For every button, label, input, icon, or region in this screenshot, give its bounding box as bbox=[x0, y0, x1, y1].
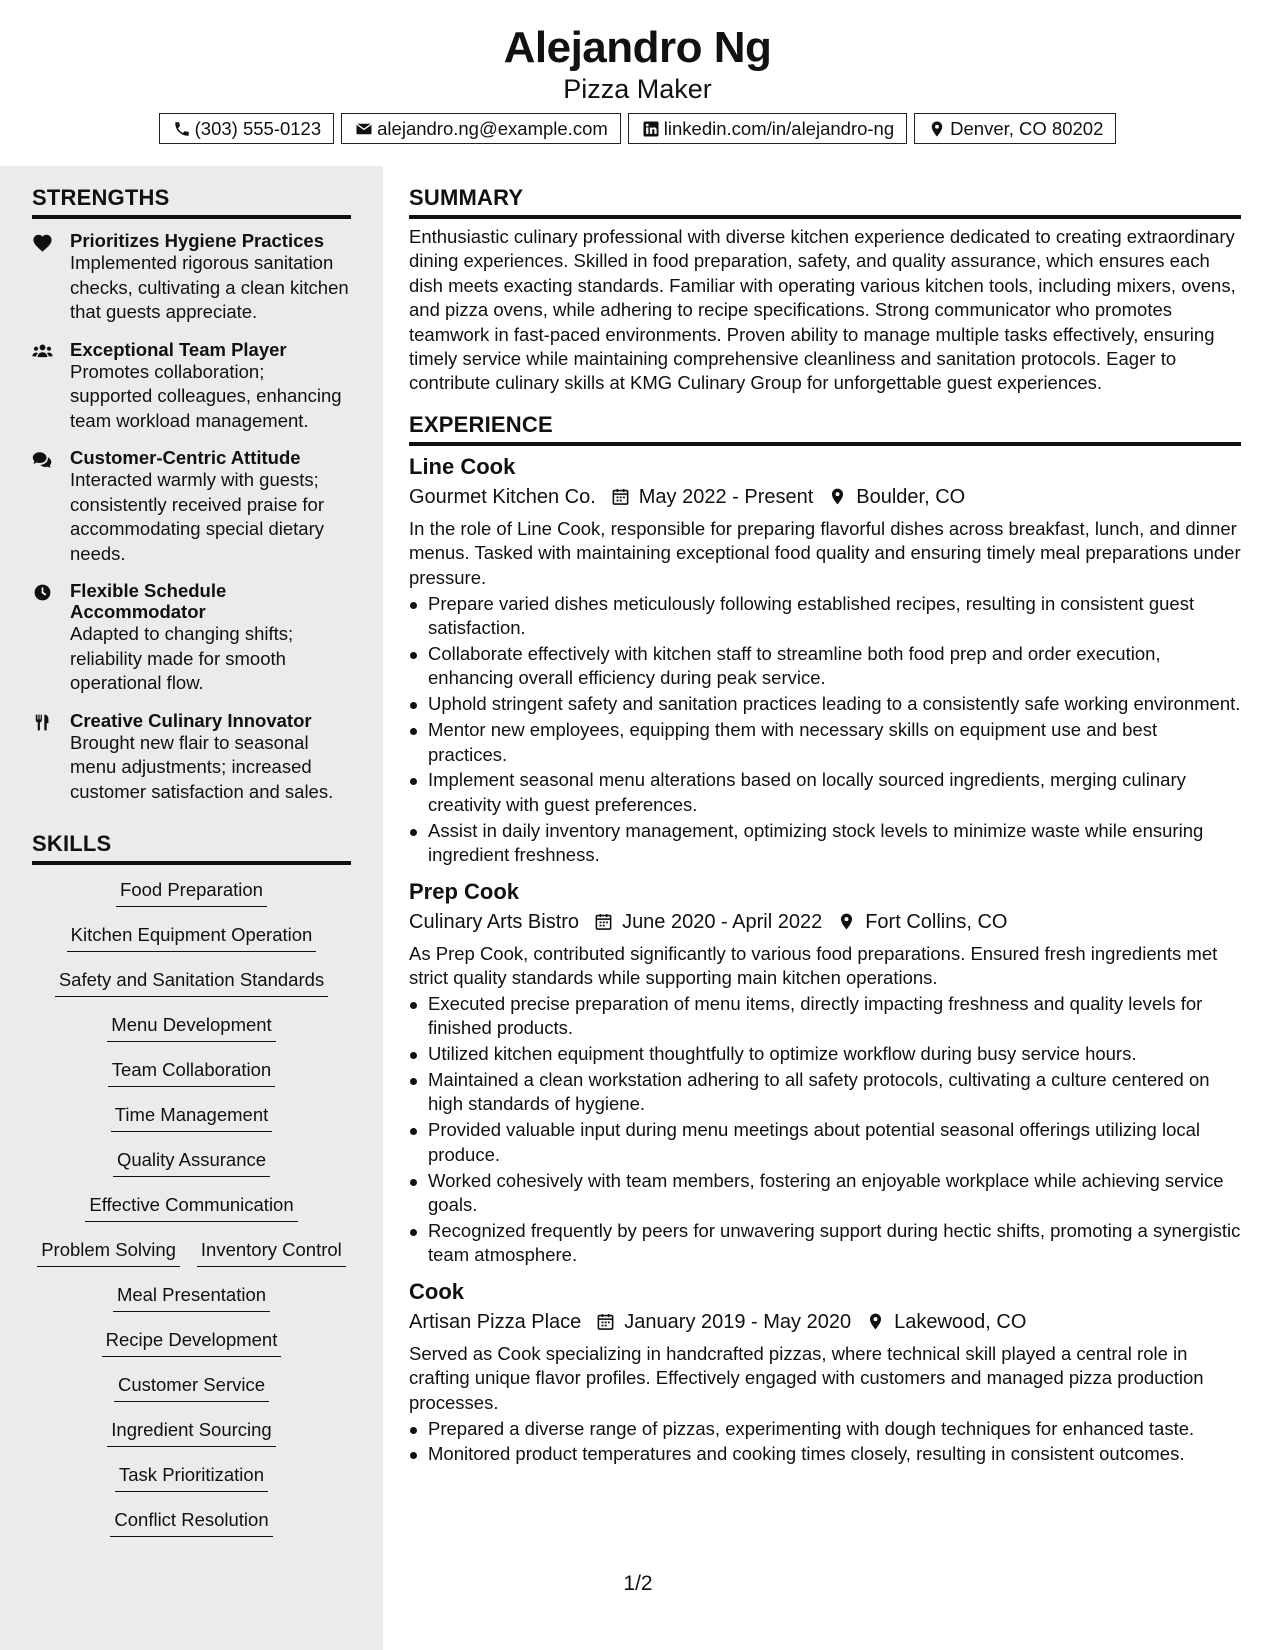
comments-icon bbox=[32, 450, 53, 469]
bullet-item: Collaborate effectively with kitchen staff to streamline both food prep and order execution, enhancing overall efficiency during peak service. bbox=[409, 642, 1241, 691]
job-title: Prep Cook bbox=[409, 878, 520, 904]
location-pin-icon bbox=[866, 1312, 885, 1331]
strength-title: Prioritizes Hygiene Practices bbox=[70, 230, 324, 251]
job-company: Artisan Pizza Place bbox=[409, 1310, 582, 1333]
bullet-item: Utilized kitchen equipment thoughtfully to optimize workflow during busy service hours. bbox=[409, 1042, 1241, 1066]
bullet-item: Implement seasonal menu alterations based on locally sourced ingredients, merging culinary creativity with guest preferences. bbox=[409, 768, 1241, 817]
job-description: As Prep Cook, contributed significantly to various food preparations. Ensured fresh ingredients met strict quality standards while supporting main kitchen operations. bbox=[409, 942, 1218, 988]
bullet-item: Provided valuable input during menu meetings about potential seasonal offerings utilizing local produce. bbox=[409, 1118, 1241, 1167]
bullet-item: Maintained a clean workstation adhering to all safety protocols, cultivating a culture centered on high standards of hygiene. bbox=[409, 1068, 1241, 1117]
page-number: 1/2 bbox=[623, 1572, 653, 1595]
calendar-icon bbox=[596, 1312, 615, 1331]
job-meta bbox=[409, 907, 1241, 937]
clock-icon bbox=[32, 583, 53, 602]
skills-list bbox=[32, 878, 351, 1553]
bullet-item: Uphold stringent safety and sanitation practices leading to a consistently safe working environment. bbox=[409, 692, 1241, 716]
skill-tag: Menu Development bbox=[107, 1013, 275, 1042]
location-pin-icon bbox=[837, 912, 856, 931]
contact-location[interactable] bbox=[914, 113, 1116, 144]
job-bullets bbox=[409, 1417, 1241, 1467]
bullet-item: Mentor new employees, equipping them with necessary skills on equipment use and best practices. bbox=[409, 718, 1241, 767]
skill-tag: Ingredient Sourcing bbox=[107, 1418, 275, 1447]
sidebar bbox=[0, 166, 383, 1650]
strength-item bbox=[32, 580, 351, 696]
bullet-item: Monitored product temperatures and cooking times closely, resulting in consistent outcomes. bbox=[409, 1442, 1241, 1466]
main-content bbox=[383, 166, 1275, 1650]
strength-description: Implemented rigorous sanitation checks, cultivating a clean kitchen that guests appreciate. bbox=[70, 252, 349, 322]
skill-tag: Conflict Resolution bbox=[110, 1508, 272, 1537]
bullet-item: Prepare varied dishes meticulously following established recipes, resulting in consistent guest satisfaction. bbox=[409, 592, 1241, 641]
linkedin-icon bbox=[642, 120, 660, 138]
job-company: Culinary Arts Bistro bbox=[409, 910, 580, 933]
resume-header bbox=[0, 0, 1275, 166]
users-icon bbox=[32, 342, 53, 361]
candidate-name: Alejandro Ng bbox=[503, 23, 772, 72]
contact-phone[interactable] bbox=[159, 113, 335, 144]
skill-tag: Inventory Control bbox=[197, 1238, 346, 1267]
strength-item bbox=[32, 447, 351, 566]
skill-tag: Problem Solving bbox=[37, 1238, 180, 1267]
bullet-item: Assist in daily inventory management, optimizing stock levels to minimize waste while ensuring ingredient freshness. bbox=[409, 819, 1241, 868]
contact-phone-text: (303) 555-0123 bbox=[194, 117, 322, 139]
skill-tag: Time Management bbox=[111, 1103, 273, 1132]
job-location: Lakewood, CO bbox=[894, 1310, 1027, 1333]
location-pin-icon bbox=[828, 487, 847, 506]
job-title: Line Cook bbox=[409, 453, 516, 479]
experience-heading: EXPERIENCE bbox=[409, 411, 1241, 446]
bullet-item: Executed precise preparation of menu items, directly impacting freshness and quality levels for finished products. bbox=[409, 992, 1241, 1041]
strength-title: Flexible Schedule Accommodator bbox=[70, 580, 227, 622]
heart-icon bbox=[32, 233, 53, 252]
strength-item bbox=[32, 230, 351, 325]
contact-email-text: alejandro.ng@example.com bbox=[377, 117, 608, 139]
skill-tag: Quality Assurance bbox=[113, 1148, 270, 1177]
summary-heading: SUMMARY bbox=[409, 184, 1241, 219]
contact-linkedin[interactable] bbox=[628, 113, 907, 144]
job-bullets bbox=[409, 592, 1241, 868]
job-meta bbox=[409, 1307, 1241, 1337]
job-entry bbox=[409, 1278, 1241, 1467]
strength-description: Brought new flair to seasonal menu adjustments; increased customer satisfaction and sales. bbox=[70, 731, 334, 802]
skill-tag: Effective Communication bbox=[85, 1193, 297, 1222]
job-description: In the role of Line Cook, responsible for preparing flavorful dishes across breakfast, lunch, and dinner menus. Tasked with maintaining exceptional food quality and ensuring timely meal preparations under pressure. bbox=[409, 517, 1241, 588]
skill-tag: Meal Presentation bbox=[113, 1283, 270, 1312]
strength-description: Promotes collaboration; supported colleagues, enhancing team workload management. bbox=[70, 360, 342, 431]
location-pin-icon bbox=[928, 120, 946, 138]
bullet-item: Recognized frequently by peers for unwavering support during hectic shifts, promoting a synergistic team atmosphere. bbox=[409, 1219, 1241, 1268]
calendar-icon bbox=[594, 912, 613, 931]
strength-title: Creative Culinary Innovator bbox=[70, 709, 312, 731]
job-entry bbox=[409, 878, 1241, 1268]
calendar-icon bbox=[611, 487, 630, 506]
contact-bar bbox=[0, 113, 1275, 144]
job-company: Gourmet Kitchen Co. bbox=[409, 485, 596, 508]
skill-tag: Kitchen Equipment Operation bbox=[67, 923, 317, 952]
phone-icon bbox=[173, 120, 191, 138]
job-entry bbox=[409, 453, 1241, 868]
strength-item bbox=[32, 710, 351, 805]
skill-tag: Customer Service bbox=[114, 1373, 269, 1402]
contact-email[interactable] bbox=[341, 113, 621, 144]
skill-tag: Recipe Development bbox=[102, 1328, 282, 1357]
summary-text: Enthusiastic culinary professional with diverse kitchen experience dedicated to creating extraordinary dining experiences. Skilled in food preparation, safety, and quality assurance, which ensures each dish meets exacting standards. Familiar with operating various kitchen tools, including mixers, ovens, and pizza ovens, while adhering to recipe specifications. Strong communicator who promotes teamwork in fast-paced environments. Proven ability to manage multiple tasks effectively, ensuring timely service while maintaining comprehensive cleanliness and sanitation protocols. Eager to contribute culinary skills at KMG Culinary Group for unforgettable guest experiences. bbox=[409, 226, 1236, 394]
skill-tag: Safety and Sanitation Standards bbox=[55, 968, 328, 997]
bullet-item: Worked cohesively with team members, fostering an enjoyable workplace while achieving service goals. bbox=[409, 1169, 1241, 1218]
job-dates: May 2022 - Present bbox=[638, 485, 814, 508]
strength-description: Interacted warmly with guests; consistently received praise for accommodating special dietary needs. bbox=[70, 469, 324, 564]
utensils-icon bbox=[32, 713, 53, 732]
strength-title: Exceptional Team Player bbox=[70, 338, 287, 360]
skill-tag: Task Prioritization bbox=[115, 1463, 268, 1492]
contact-location-text: Denver, CO 80202 bbox=[950, 117, 1104, 139]
skills-heading: SKILLS bbox=[32, 830, 351, 865]
skill-tag: Food Preparation bbox=[116, 878, 267, 907]
job-location: Fort Collins, CO bbox=[865, 910, 1008, 933]
job-dates: January 2019 - May 2020 bbox=[624, 1310, 852, 1333]
job-bullets bbox=[409, 992, 1241, 1268]
envelope-icon bbox=[355, 120, 373, 138]
job-description: Served as Cook specializing in handcrafted pizzas, where technical skill played a central role in crafting unique flavor profiles. Effectively engaged with customers and managed pizza production processes. bbox=[409, 1342, 1204, 1413]
strengths-heading: STRENGTHS bbox=[32, 184, 351, 219]
bullet-item: Prepared a diverse range of pizzas, experimenting with dough techniques for enhanced taste. bbox=[409, 1417, 1241, 1441]
job-dates: June 2020 - April 2022 bbox=[622, 910, 823, 933]
skill-tag: Team Collaboration bbox=[108, 1058, 275, 1087]
job-title: Cook bbox=[409, 1278, 464, 1304]
strength-item bbox=[32, 339, 351, 434]
candidate-title: Pizza Maker bbox=[563, 74, 712, 104]
job-meta bbox=[409, 482, 1241, 512]
strength-description: Adapted to changing shifts; reliability made for smooth operational flow. bbox=[70, 623, 294, 693]
job-location: Boulder, CO bbox=[856, 485, 966, 508]
strength-title: Customer-Centric Attitude bbox=[70, 447, 301, 468]
contact-linkedin-text: linkedin.com/in/alejandro-ng bbox=[663, 117, 895, 139]
